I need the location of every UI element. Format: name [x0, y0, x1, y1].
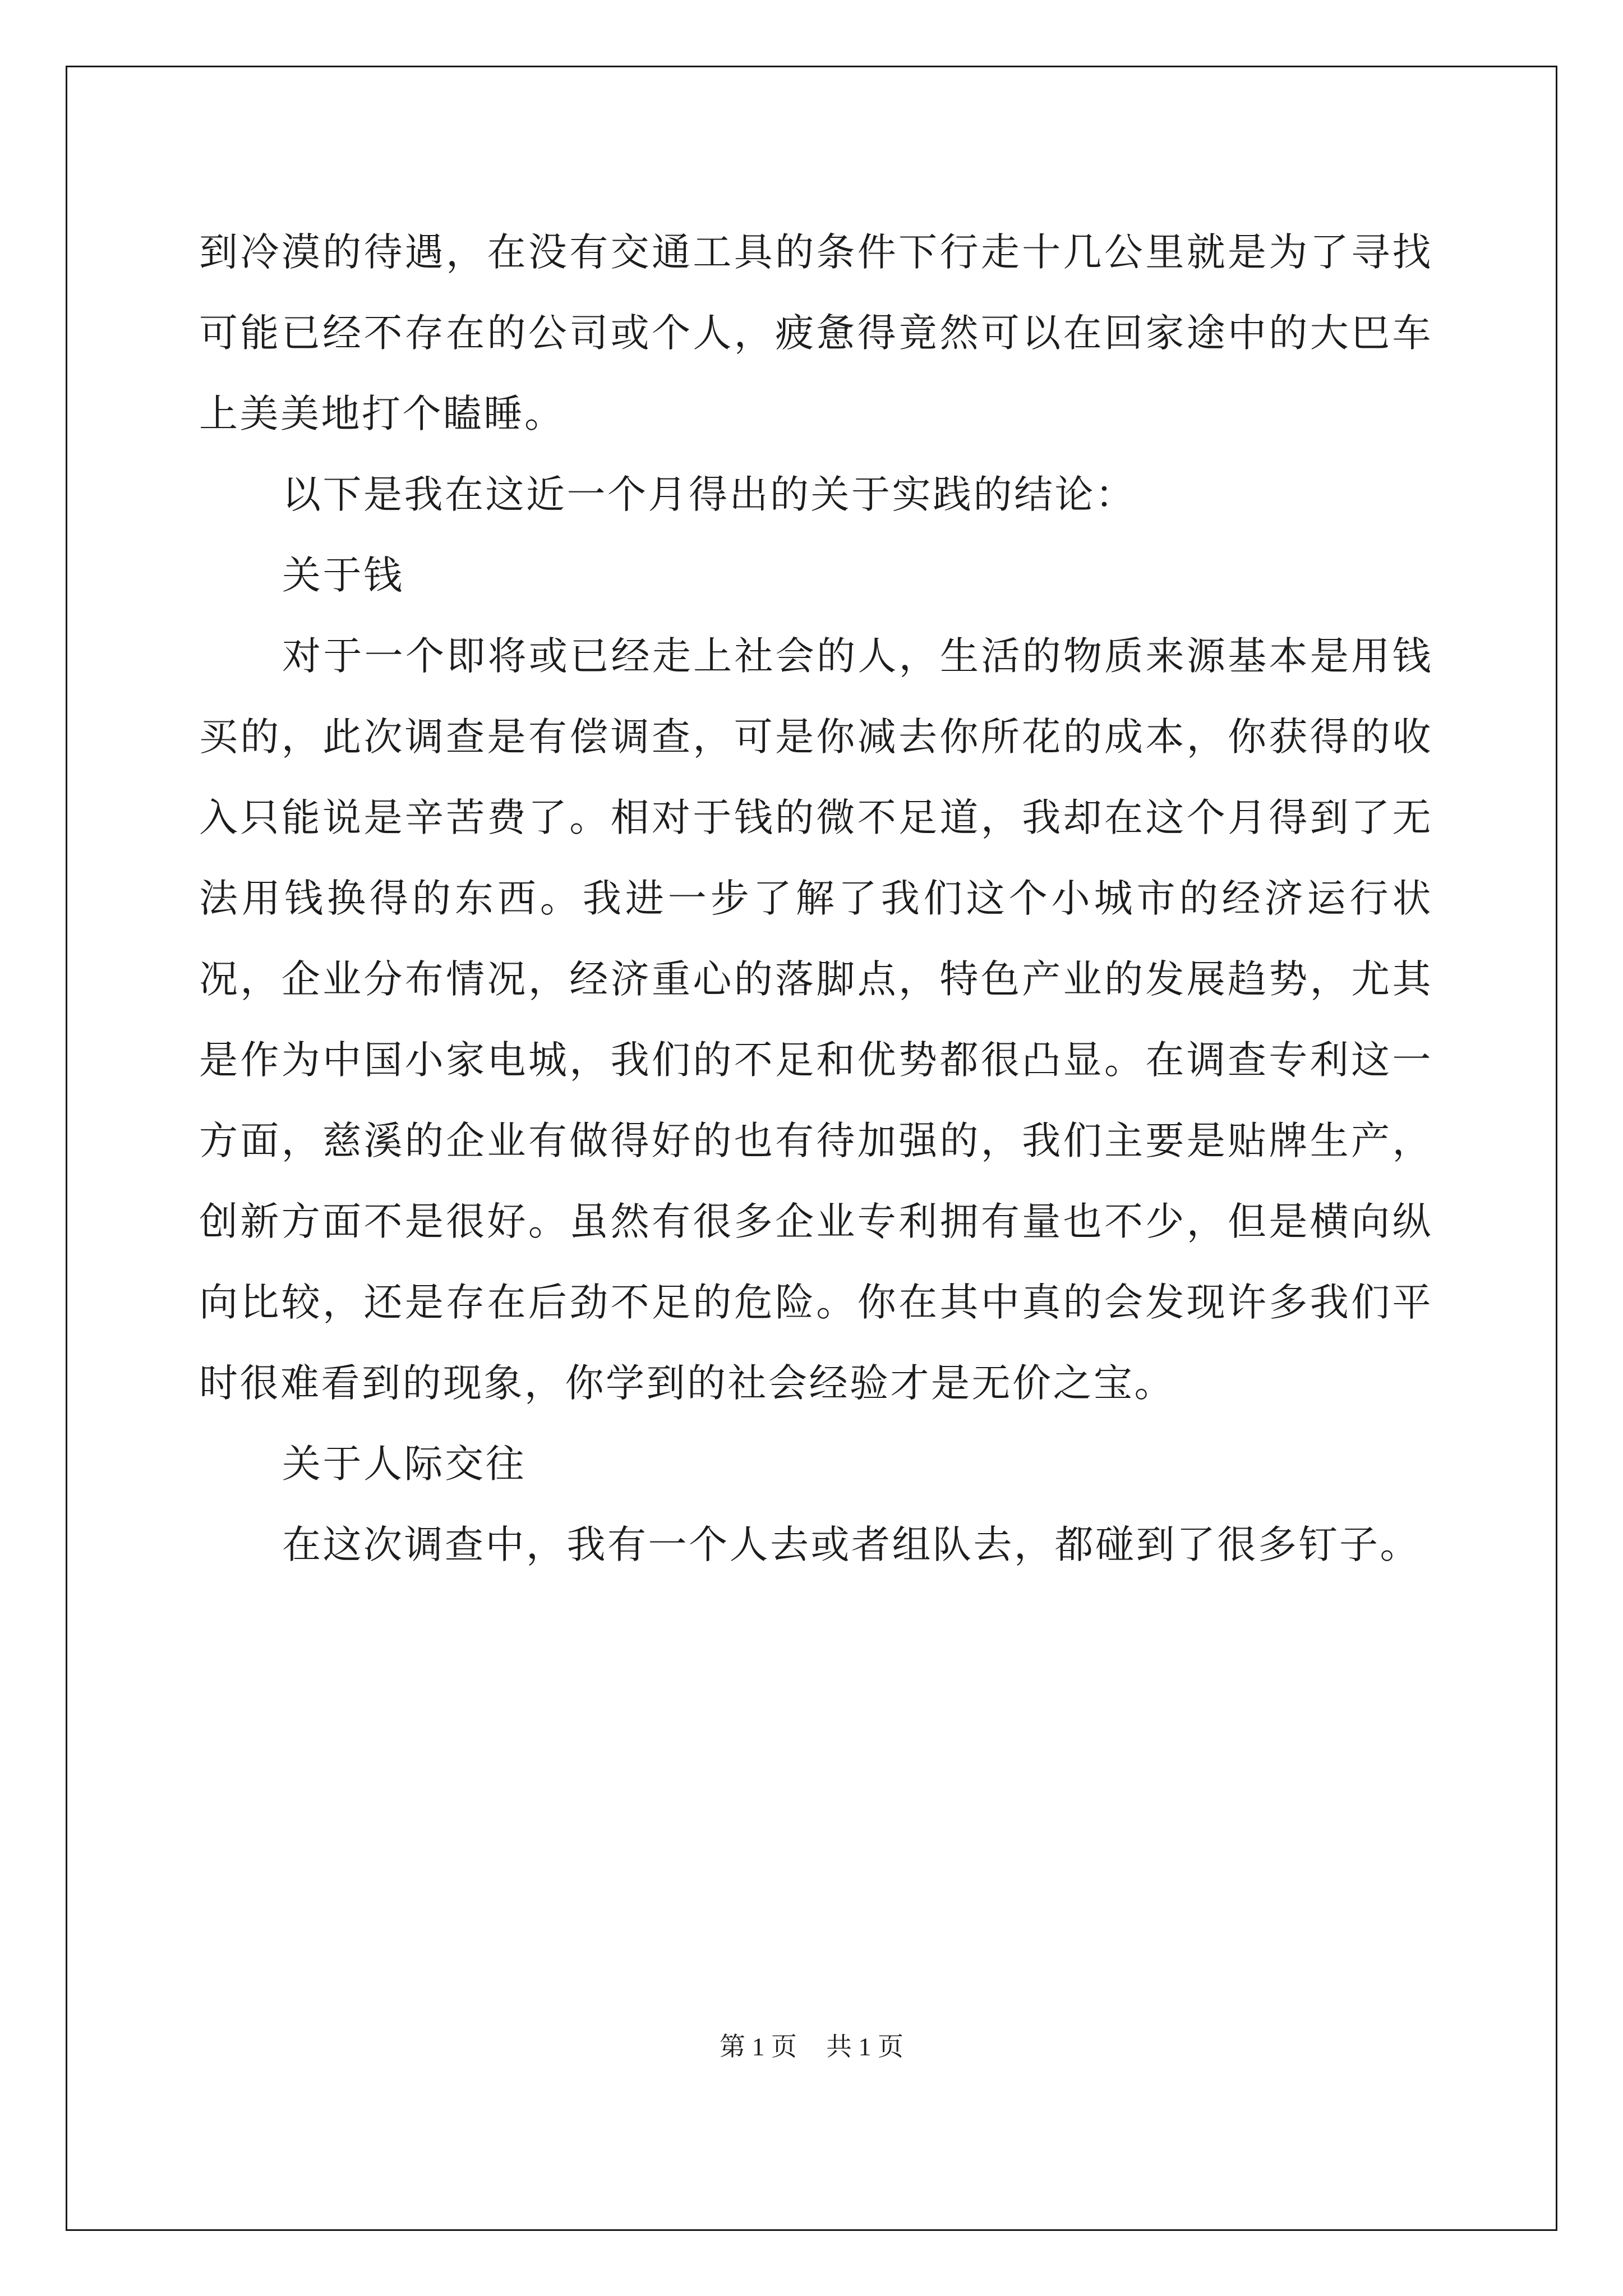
section-heading-money: 关于钱 [282, 553, 404, 598]
page-footer [0, 2026, 1623, 2063]
page-total: 共 1 页 [826, 2032, 903, 2061]
document-body [199, 212, 1433, 1585]
paragraph-1: 到冷漠的待遇，在没有交通工具的条件下行走十几公里就是为了寻找可能已经不存在的公司或个人，疲惫得竟然可以在回家途中的大巴车上美美地打个瞌睡。 [199, 230, 1433, 436]
paragraph-money: 对于一个即将或已经走上社会的人，生活的物质来源基本是用钱买的，此次调查是有偿调查，可是你减去你所花的成本，你获得的收入只能说是辛苦费了。相对于钱的微不足道，我却在这个月得到了无法用钱换得的东西。我进一步了解了我们这个小城市的经济运行状况，企业分布情况，经济重心的落脚点，特色产业的发展趋势，尤其是作为中国小家电城，我们的不足和优势都很凸显。在调查专利这一方面，慈溪的企业有做得好的也有待加强的，我们主要是贴牌生产，创新方面不是很好。虽然有很多企业专利拥有量也不少，但是横向纵向比较，还是存在后劲不足的危险。你在其中真的会发现许多我们平时很难看到的现象，你学到的社会经验才是无价之宝。 [199, 634, 1433, 1406]
section-heading-relations: 关于人际交往 [282, 1442, 526, 1487]
paragraph-relations: 在这次调查中，我有一个人去或者组队去，都碰到了很多钉子。 [282, 1522, 1421, 1567]
page-number: 第 1 页 [720, 2032, 797, 2061]
paragraph-2: 以下是我在这近一个月得出的关于实践的结论： [282, 472, 1136, 517]
